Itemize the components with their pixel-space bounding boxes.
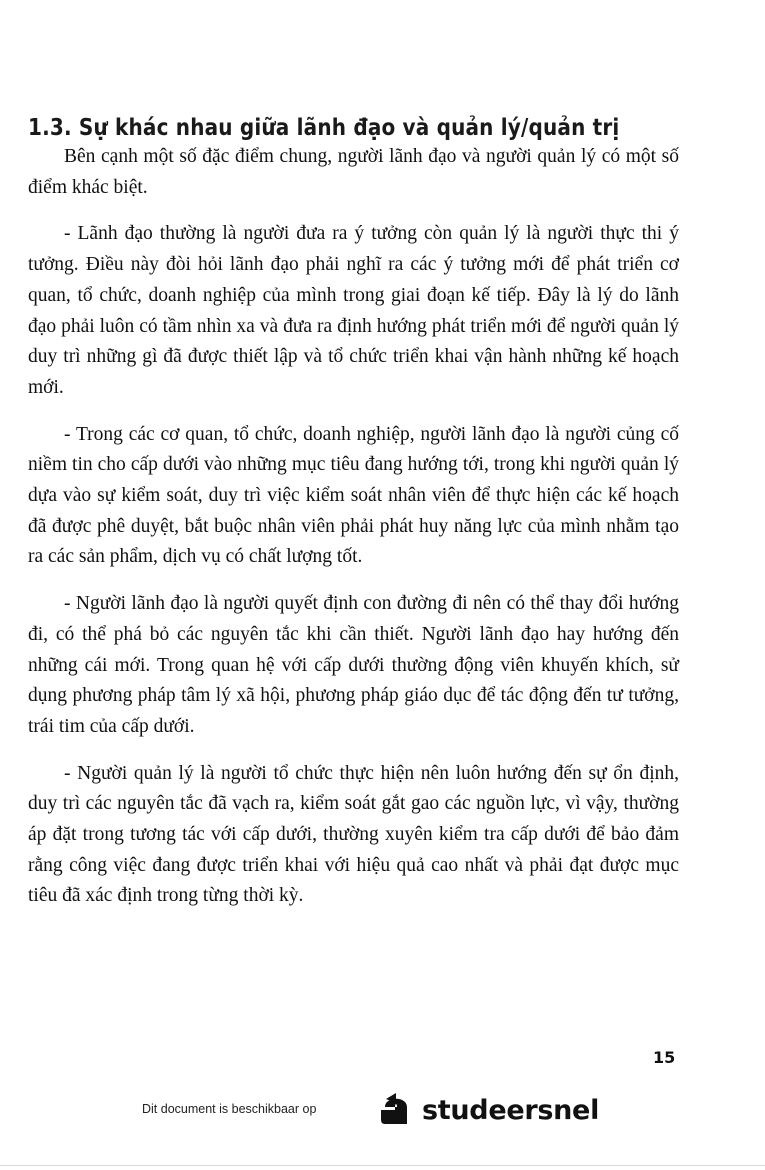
body-text	[28, 142, 679, 912]
paragraph-stability: - Người quản lý là người tổ chức thực hiện nên luôn hướng đến sự ổn định, duy trì các nguyên tắc đã vạch ra, kiểm soát gắt gao các nguồn lực, vì vậy, thường áp đặt trong tương tác với cấp dưới, thường xuyên kiểm tra cấp dưới để bảo đảm rằng công việc đang được triển khai với hiệu quả cao nhất và phải đạt được mục tiêu đã xác định trong từng thời kỳ.	[28, 762, 679, 907]
studeersnel-logo-icon	[378, 1091, 414, 1129]
paragraph-intro: Bên cạnh một số đặc điểm chung, người lãnh đạo và người quản lý có một số điểm khác biệt.	[28, 146, 679, 198]
studeersnel-brand-name: studeersnel	[422, 1094, 600, 1126]
page-number: 15	[653, 1048, 676, 1067]
paragraph-ideas: - Lãnh đạo thường là người đưa ra ý tưởng còn quản lý là người thực thi ý tưởng. Điều này đòi hỏi lãnh đạo phải nghĩ ra các ý tưởng mới để phát triển cơ quan, tổ chức, doanh nghiệp của mình trong giai đoạn kế tiếp. Đây là lý do lãnh đạo phải luôn có tầm nhìn xa và đưa ra định hướng phát triển mới để người quản lý duy trì những gì đã được thiết lập và tổ chức triển khai vận hành những kế hoạch mới.	[28, 223, 679, 398]
section-heading: 1.3. Sự khác nhau giữa lãnh đạo và quản lý/quản trị	[28, 115, 620, 142]
footer-availability-note: Dit document is beschikbaar op	[142, 1102, 317, 1116]
paragraph-direction: - Người lãnh đạo là người quyết định con đường đi nên có thể thay đổi hướng đi, có thể phá bỏ các nguyên tắc khi cần thiết. Người lãnh đạo hay hướng đến những cái mới. Trong quan hệ với cấp dưới thường động viên khuyến khích, sử dụng phương pháp tâm lý xã hội, phương pháp giáo dục để tác động đến tư tưởng, trái tim của cấp dưới.	[28, 593, 679, 737]
bottom-divider	[0, 1165, 765, 1166]
studeersnel-brand[interactable]	[378, 1090, 599, 1130]
paragraph-trust: - Trong các cơ quan, tổ chức, doanh nghiệp, người lãnh đạo là người củng cố niềm tin cho cấp dưới vào những mục tiêu đang hướng tới, trong khi người quản lý dựa vào sự kiểm soát, duy trì việc kiểm soát nhân viên để thực hiện các kế hoạch đã được phê duyệt, bắt buộc nhân viên phải phát huy năng lực của mình nhằm tạo ra các sản phẩm, dịch vụ có chất lượng tốt.	[28, 423, 679, 568]
